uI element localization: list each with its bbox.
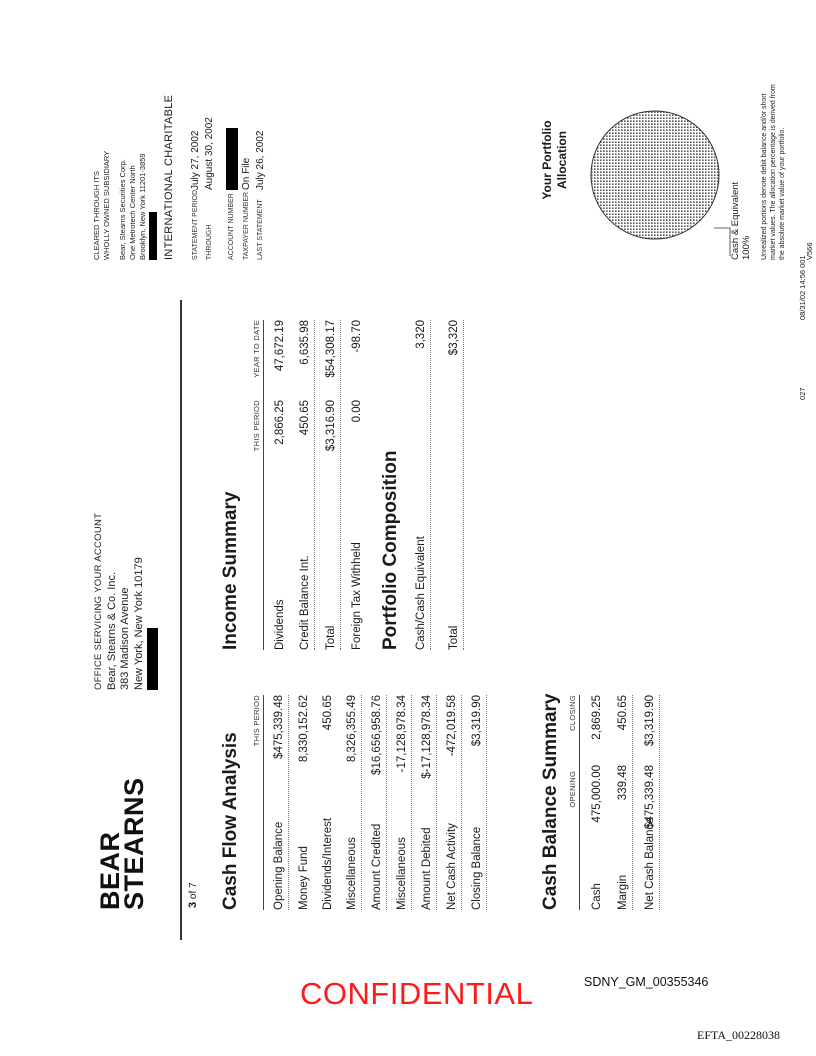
table-row: Opening Balance $475,339.48 [272, 695, 289, 910]
table-row: Cash/Cash Equivalent 3,320 [414, 320, 431, 650]
office-line: New York, New York 10179 [132, 557, 145, 690]
footer-page-code: 027 [798, 387, 807, 400]
statement-through: THROUGH August 30, 2002 [204, 117, 215, 260]
column-header: THIS PERIOD [252, 695, 264, 910]
column-header: THIS PERIOD YEAR TO DATE [252, 320, 264, 650]
cash-flow-analysis [220, 695, 487, 910]
section-title: Portfolio Composition [380, 450, 401, 650]
office-line: OFFICE SERVICING YOUR ACCOUNT [93, 512, 104, 690]
table-row: Dividends/Interest 450.65 [322, 695, 334, 910]
section-title: Income Summary [220, 491, 241, 650]
redacted-block [226, 128, 238, 190]
table-row: Credit Balance Int. 450.65 6,635.98 [298, 320, 315, 650]
account-number: ACCOUNT NUMBER [226, 70, 238, 260]
table-row: Miscellaneous -17,128,978.34 [395, 695, 412, 910]
redacted-block [146, 430, 160, 690]
bates-number: SDNY_GM_00355346 [584, 975, 709, 989]
table-row: Closing Balance $3,319.90 [470, 695, 487, 910]
cash-balance-summary [540, 695, 660, 910]
allocation-note: Unrealized portions denote debit balance and/or short market values. The allocation percentage is derived from the absolute market value of your portfolio. [761, 84, 786, 260]
servicing-office-address [92, 430, 160, 690]
header-rule [180, 300, 182, 940]
portfolio-composition [380, 320, 464, 650]
confidential-stamp: CONFIDENTIAL [300, 976, 534, 1011]
pie-slice-cash-equivalent [591, 111, 719, 239]
redacted-block [148, 80, 158, 260]
office-line: Bear, Stearns & Co. Inc. [105, 571, 118, 690]
taxpayer-number: TAXPAYER NUMBER On File [241, 157, 252, 260]
footer-timestamp: 08/31/02 14:56 001 [798, 255, 807, 320]
table-row: Net Cash Activity -472,019.58 [445, 695, 462, 910]
page-number: 3 of 7 [187, 882, 199, 908]
statement-period: STATEMENT PERIOD July 27, 2002 [190, 130, 201, 260]
allocation-title: Your Portfolio Allocation [540, 120, 569, 200]
efta-number: EFTA_00228038 [697, 1028, 781, 1042]
pie-label: Cash & Equivalent 100% [730, 181, 752, 260]
table-row: Miscellaneous 8,326,355.49 [345, 695, 362, 910]
table-row: Amount Debited $-17,128,978.34 [420, 695, 437, 910]
statement-sheet [70, 60, 816, 970]
table-row: Amount Credited $16,656,958.76 [370, 695, 387, 910]
bear-stearns-logo: BEAR STEARNS [95, 777, 149, 910]
table-row: Dividends 2,866.25 47,672.19 [274, 320, 286, 650]
table-row: Cash 475,000.00 2,869.25 [591, 695, 603, 910]
section-title: Cash Balance Summary [540, 693, 561, 910]
clearing-firm: CLEARED THROUGH ITS WHOLLY OWNED SUBSIDIARY Bear, Stearns Securities Corp. One Metrotech Center North Brooklyn, New York 11201-3859 [92, 80, 158, 260]
allocation-pie-chart [585, 105, 725, 245]
table-row: Net Cash Balance $475,339.48 $3,319.90 [643, 695, 660, 910]
table-row: Total $3,316.90 $54,308.17 [324, 320, 341, 650]
office-line: 383 Madison Avenue [119, 587, 131, 690]
table-row: Margin 339.48 450.65 [616, 695, 633, 910]
form-code: V566 [805, 242, 814, 260]
table-row: Money Fund 8,330,152.62 [298, 695, 310, 910]
table-row: Total $3,320 [447, 320, 464, 650]
section-title: Cash Flow Analysis [220, 732, 241, 910]
income-summary [220, 320, 366, 650]
table-row: Foreign Tax Withheld 0.00 -98.70 [351, 320, 363, 650]
last-statement: LAST STATEMENT July 26, 2002 [255, 130, 266, 260]
column-header: OPENING CLOSING [568, 695, 580, 910]
statement-details [190, 70, 269, 260]
pie-leader-line [710, 208, 732, 258]
account-name: INTERNATIONAL CHARITABLE [163, 94, 175, 260]
